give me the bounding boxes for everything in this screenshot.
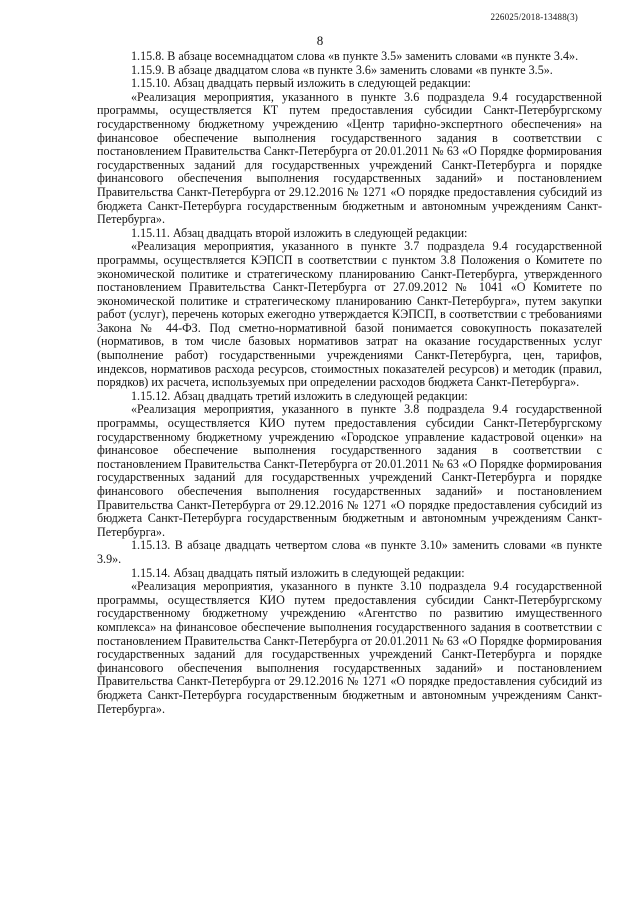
paragraph-1-15-13: 1.15.13. В абзаце двадцать четвертом слова «в пункте 3.10» заменить словами «в пункте 3.9».: [97, 538, 602, 566]
paragraph-1-15-12: 1.15.12. Абзац двадцать третий изложить в следующей редакции:: [131, 388, 468, 403]
quoted-text-1-15-14: «Реализация мероприятия, указанного в пункте 3.10 подраздела 9.4 государственной программы, осуществляется КИО путем предоставления субсидии Санкт-Петербургскому государственному бюджетному учреждению «Агентство по развитию имущественного комплекса» на финансовое обеспечение выполнения государственного задания в соответствии с постановлением Правительства Санкт-Петербурга от 20.01.2011 № 63 «О Порядке формирования государственных заданий для государственных учреждений Санкт-Петербурга и порядке финансового обеспечения выполнения государственных заданий» и постановлением Правительства Санкт-Петербурга от 29.12.2016 № 1271 «О порядке предоставления субсидий из бюджета Санкт-Петербурга государственным бюджетным и автономным учреждениям Санкт-Петербурга».: [97, 579, 602, 716]
quoted-text-1-15-12: «Реализация мероприятия, указанного в пункте 3.8 подраздела 9.4 государственной программы, осуществляется КИО путем предоставления субсидии Санкт-Петербургскому государственному бюджетному учреждению «Городское управление кадастровой оценки» на финансовое обеспечение выполнения государственного задания в соответствии с постановлением Правительства Санкт-Петербурга от 20.01.2011 № 63 «О Порядке формирования государственных заданий для государственных учреждений Санкт-Петербурга и порядке финансового обеспечения выполнения государственных заданий» и постановлением Правительства Санкт-Петербурга от 29.12.2016 № 1271 «О порядке предоставления субсидий из бюджета Санкт-Петербурга государственным бюджетным и автономным учреждениям Санкт-Петербурга».: [97, 402, 602, 539]
document-number: 226025/2018-13488(3): [490, 12, 578, 22]
paragraph-1-15-10: 1.15.10. Абзац двадцать первый изложить в следующей редакции:: [131, 76, 471, 91]
paragraph-1-15-14: 1.15.14. Абзац двадцать пятый изложить в следующей редакции:: [131, 565, 465, 580]
document-body: [97, 50, 602, 716]
page-number: 8: [316, 33, 324, 48]
quoted-text-1-15-11: «Реализация мероприятия, указанного в пункте 3.7 подраздела 9.4 государственной программы, осуществляется КЭПСП в соответствии с пунктом 3.8 Положения о Комитете по экономической политике и стратегическому планированию Санкт-Петербурга, утвержденного постановлением Правительства Санкт-Петербурга от 27.09.2012 № 1041 «О Комитете по экономической политике и стратегическому планированию Санкт-Петербурга», путем закупки работ (услуг), перечень которых ежегодно утверждается КЭПСП, в соответствии с требованиями Закона № 44-ФЗ. Под сметно-нормативной базой понимается совокупность показателей (нормативов, в том числе базовых нормативов затрат на оказание государственных услуг (выполнение работ) государственными учреждениями Санкт-Петербурга, цен, тарифов, индексов, нормативов расхода ресурсов, стоимостных показателей ресурсов) и методик (правил, порядков) их расчета, используемых при определении расходов бюджета Санкт-Петербурга».: [97, 239, 602, 390]
paragraph-1-15-8: 1.15.8. В абзаце восемнадцатом слова «в пункте 3.5» заменить словами «в пункте 3.4».: [131, 49, 579, 63]
paragraph-1-15-9: 1.15.9. В абзаце двадцатом слова «в пункте 3.6» заменить словами «в пункте 3.5».: [131, 62, 553, 77]
quoted-text-1-15-10: «Реализация мероприятия, указанного в пункте 3.6 подраздела 9.4 государственной программы, осуществляется КТ путем предоставления субсидии Санкт-Петербургскому государственному бюджетному учреждению «Центр тарифно-экспертного обеспечения» на финансовое обеспечение выполнения государственного задания в соответствии с постановлением Правительства Санкт-Петербурга от 20.01.2011 № 63 «О Порядке формирования государственных заданий для государственных учреждений Санкт-Петербурга и порядке финансового обеспечения выполнения государственных заданий» и постановлением Правительства Санкт-Петербурга от 29.12.2016 № 1271 «О порядке предоставления субсидий из бюджета Санкт-Петербурга государственным бюджетным и автономным учреждениям Санкт-Петербурга».: [97, 89, 602, 227]
paragraph-1-15-11: 1.15.11. Абзац двадцать второй изложить в следующей редакции:: [131, 225, 468, 240]
